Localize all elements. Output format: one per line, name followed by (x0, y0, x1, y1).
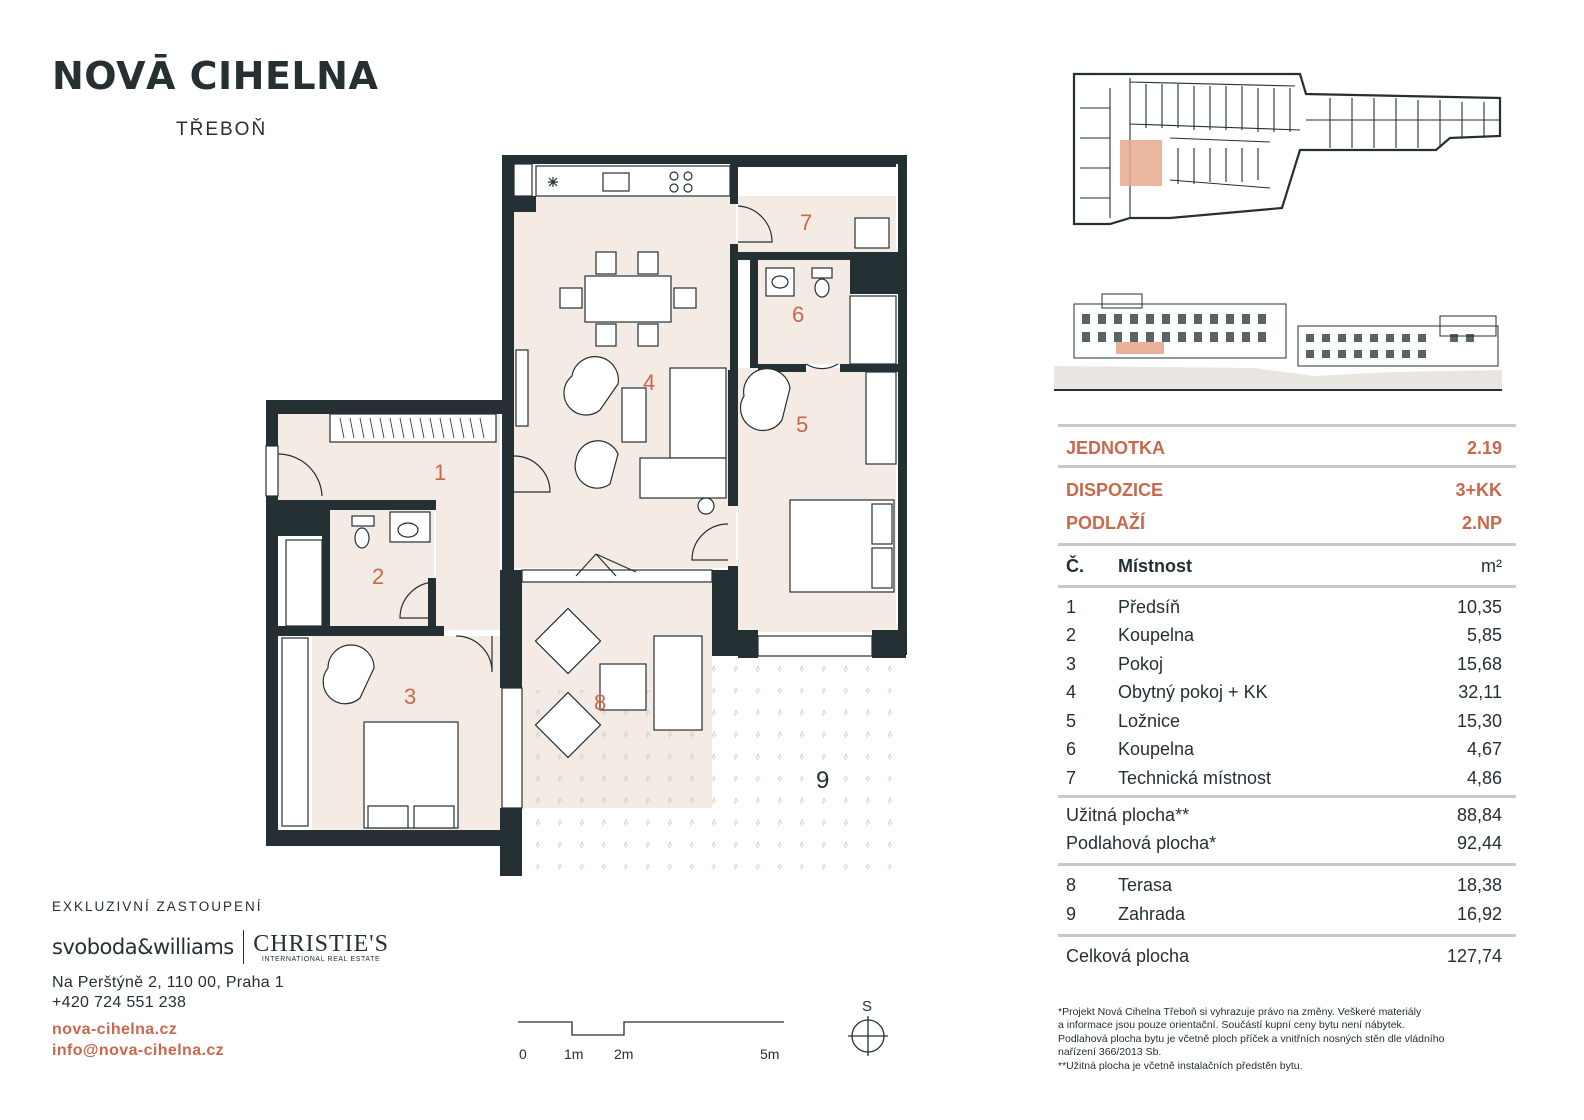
agency-phone[interactable]: +420 724 551 238 (52, 994, 187, 1011)
divider (1058, 424, 1516, 427)
christies-tagline: INTERNATIONAL REAL ESTATE (261, 955, 381, 963)
usable-area-label: Užitná plocha** (1066, 805, 1190, 825)
building-key-plan (1070, 68, 1506, 230)
floor-plan (250, 148, 920, 888)
disclaimer-line: nařízení 366/2013 Sb. (1058, 1046, 1162, 1059)
row-name: Pokoj (1118, 654, 1164, 674)
agency-logo-left: svoboda&williams (52, 935, 234, 959)
row-number: 6 (1066, 739, 1077, 759)
floor-area-label: Podlahová plocha* (1066, 833, 1217, 853)
floor-area-value: 92,44 (1456, 833, 1502, 853)
row-area: 16,92 (1456, 904, 1502, 924)
logo-divider (243, 930, 245, 964)
project-location: TŘEBOŇ (176, 119, 268, 140)
unit-label: JEDNOTKA (1066, 438, 1166, 458)
divider (1058, 863, 1516, 866)
row-number: 7 (1066, 768, 1077, 788)
floor-value: 2.NP (1461, 513, 1502, 533)
row-name: Koupelna (1118, 625, 1195, 645)
divider (1058, 934, 1516, 937)
scale-bar (510, 1010, 800, 1070)
row-number: 8 (1066, 875, 1077, 895)
disclaimer-line: Podlahová plocha bytu je včetně ploch příček a vnitřních nosných stěn dle vládního (1058, 1032, 1445, 1045)
wardrobe-hall (330, 414, 496, 442)
col-room: Místnost (1118, 556, 1192, 576)
floor-label: PODLAŽÍ (1066, 513, 1145, 533)
north-arrow-icon (844, 996, 894, 1060)
building-elevation (1054, 286, 1504, 394)
row-area: 10,35 (1456, 597, 1502, 617)
agency-label: EXKLUZIVNÍ ZASTOUPENÍ (52, 899, 263, 914)
col-number: Č. (1066, 556, 1084, 576)
disclaimer-line: *Projekt Nová Cihelna Třeboň si vyhrazuje právo na změny. Veškeré materiály (1058, 1006, 1422, 1018)
row-number: 5 (1066, 711, 1077, 731)
divider (1058, 543, 1516, 546)
row-name: Předsíň (1118, 597, 1181, 617)
unit-value: 2.19 (1466, 438, 1502, 458)
unit-highlight (1120, 140, 1162, 186)
row-area: 4,86 (1466, 768, 1502, 788)
scale-label: 1m (564, 1046, 584, 1062)
room-label-4: 4 (643, 370, 656, 395)
row-name: Ložnice (1118, 711, 1181, 731)
scale-label: 0 (519, 1046, 527, 1062)
row-number: 9 (1066, 904, 1077, 924)
agency-logo (52, 930, 389, 964)
room-label-3: 3 (404, 684, 417, 709)
kitchen-counter (536, 166, 730, 196)
row-name: Technická místnost (1118, 768, 1272, 788)
unit-number-row (1066, 438, 1502, 459)
usable-area-value: 88,84 (1456, 805, 1502, 825)
layout-label: DISPOZICE (1066, 480, 1164, 500)
unit-highlight-elevation (1116, 342, 1164, 354)
row-number: 4 (1066, 682, 1077, 702)
website-link[interactable]: nova-cihelna.cz (52, 1021, 178, 1038)
project-title: NOVĀ CIHELNA (52, 54, 379, 98)
row-number: 1 (1066, 597, 1077, 617)
row-area: 15,68 (1456, 654, 1502, 674)
divider (1058, 795, 1516, 798)
total-area-value: 127,74 (1446, 946, 1502, 966)
row-name: Terasa (1118, 875, 1173, 895)
room-label-9: 9 (816, 767, 830, 794)
room-label-8: 8 (594, 690, 607, 715)
room-label-1: 1 (434, 460, 447, 485)
boiler (855, 218, 889, 248)
row-area: 32,11 (1458, 682, 1502, 702)
divider (1058, 585, 1516, 588)
disclaimer (1058, 1006, 1518, 1073)
room-label-2: 2 (372, 564, 385, 589)
layout-row (1066, 480, 1502, 501)
agency-address: Na Perštýně 2, 110 00, Praha 1 (52, 974, 284, 991)
scale-label: 2m (614, 1046, 634, 1062)
row-name: Zahrada (1118, 904, 1186, 924)
email-link[interactable]: info@nova-cihelna.cz (52, 1042, 225, 1059)
col-area: m² (1481, 556, 1502, 576)
room-label-7: 7 (800, 210, 813, 235)
christies-wordmark: CHRISTIE'S (253, 930, 389, 957)
row-area: 18,38 (1456, 875, 1502, 895)
row-area: 15,30 (1456, 711, 1502, 731)
room-label-5: 5 (796, 412, 809, 437)
room-label-6: 6 (792, 302, 805, 327)
divider (1058, 465, 1516, 468)
disclaimer-line: **Užitná plocha je včetně instalačních předstěn bytu. (1058, 1059, 1303, 1072)
floor-row (1066, 513, 1502, 534)
compass-label: S (862, 998, 873, 1015)
scale-label: 5m (760, 1046, 780, 1062)
row-name: Obytný pokoj + KK (1118, 682, 1268, 702)
row-number: 3 (1066, 654, 1077, 674)
row-area: 4,67 (1466, 739, 1502, 759)
row-area: 5,85 (1466, 625, 1502, 645)
total-area-label: Celková plocha (1066, 946, 1190, 966)
agency-logo-right (253, 932, 389, 963)
row-number: 2 (1066, 625, 1077, 645)
row-name: Koupelna (1118, 739, 1195, 759)
disclaimer-line: a informace jsou pouze orientační. Součástí kupní ceny bytu není nábytek. (1058, 1019, 1405, 1032)
layout-value: 3+KK (1455, 480, 1502, 500)
